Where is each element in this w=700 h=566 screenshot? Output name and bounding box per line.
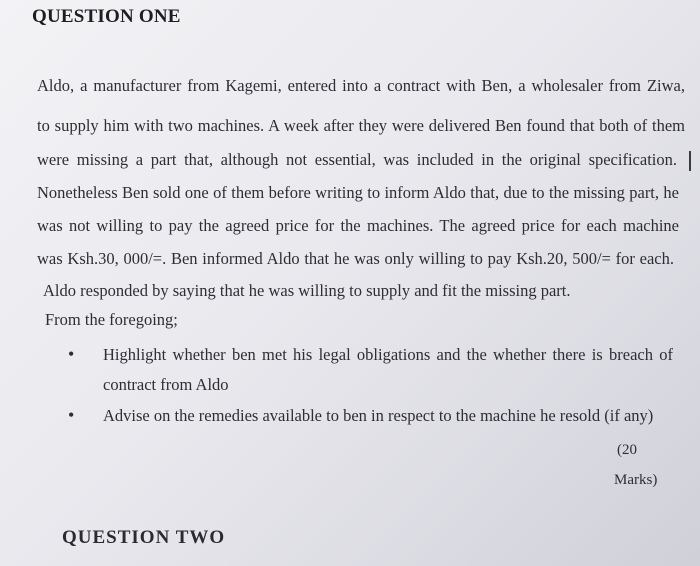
- bullet-line: Advise on the remedies available to ben in respect to the machine he resold (if any): [103, 406, 654, 425]
- paragraph-line: Aldo responded by saying that he was willing to supply and fit the missing part.: [43, 281, 571, 300]
- paragraph-line: to supply him with two machines. A week after they were delivered Ben found that both of them: [37, 116, 685, 135]
- bullet-icon: •: [68, 344, 75, 364]
- paragraph-line: Nonetheless Ben sold one of them before writing to inform Aldo that, due to the missing part, he: [37, 183, 679, 202]
- paragraph-line: were missing a part that, although not essential, was included in the original specification.: [37, 150, 677, 169]
- bullet-icon: •: [68, 405, 75, 425]
- question-heading: QUESTION ONE: [32, 6, 181, 27]
- paragraph-line: was not willing to pay the agreed price for the machines. The agreed price for each machine: [37, 216, 679, 235]
- bullet-line: contract from Aldo: [103, 375, 229, 394]
- marks-label: (20: [617, 442, 637, 458]
- next-question-heading: QUESTION TWO: [62, 527, 226, 548]
- text-cursor: [689, 151, 691, 171]
- paragraph-line: was Ksh.30, 000/=. Ben informed Aldo that he was only willing to pay Ksh.20, 500/= for each.: [37, 249, 674, 268]
- paragraph-line: Aldo, a manufacturer from Kagemi, entered into a contract with Ben, a wholesaler from Ziwa,: [37, 76, 685, 95]
- intro-text: From the foregoing;: [45, 310, 178, 329]
- marks-label: Marks): [614, 472, 658, 488]
- bullet-line: Highlight whether ben met his legal obligations and the whether there is breach of: [103, 345, 673, 364]
